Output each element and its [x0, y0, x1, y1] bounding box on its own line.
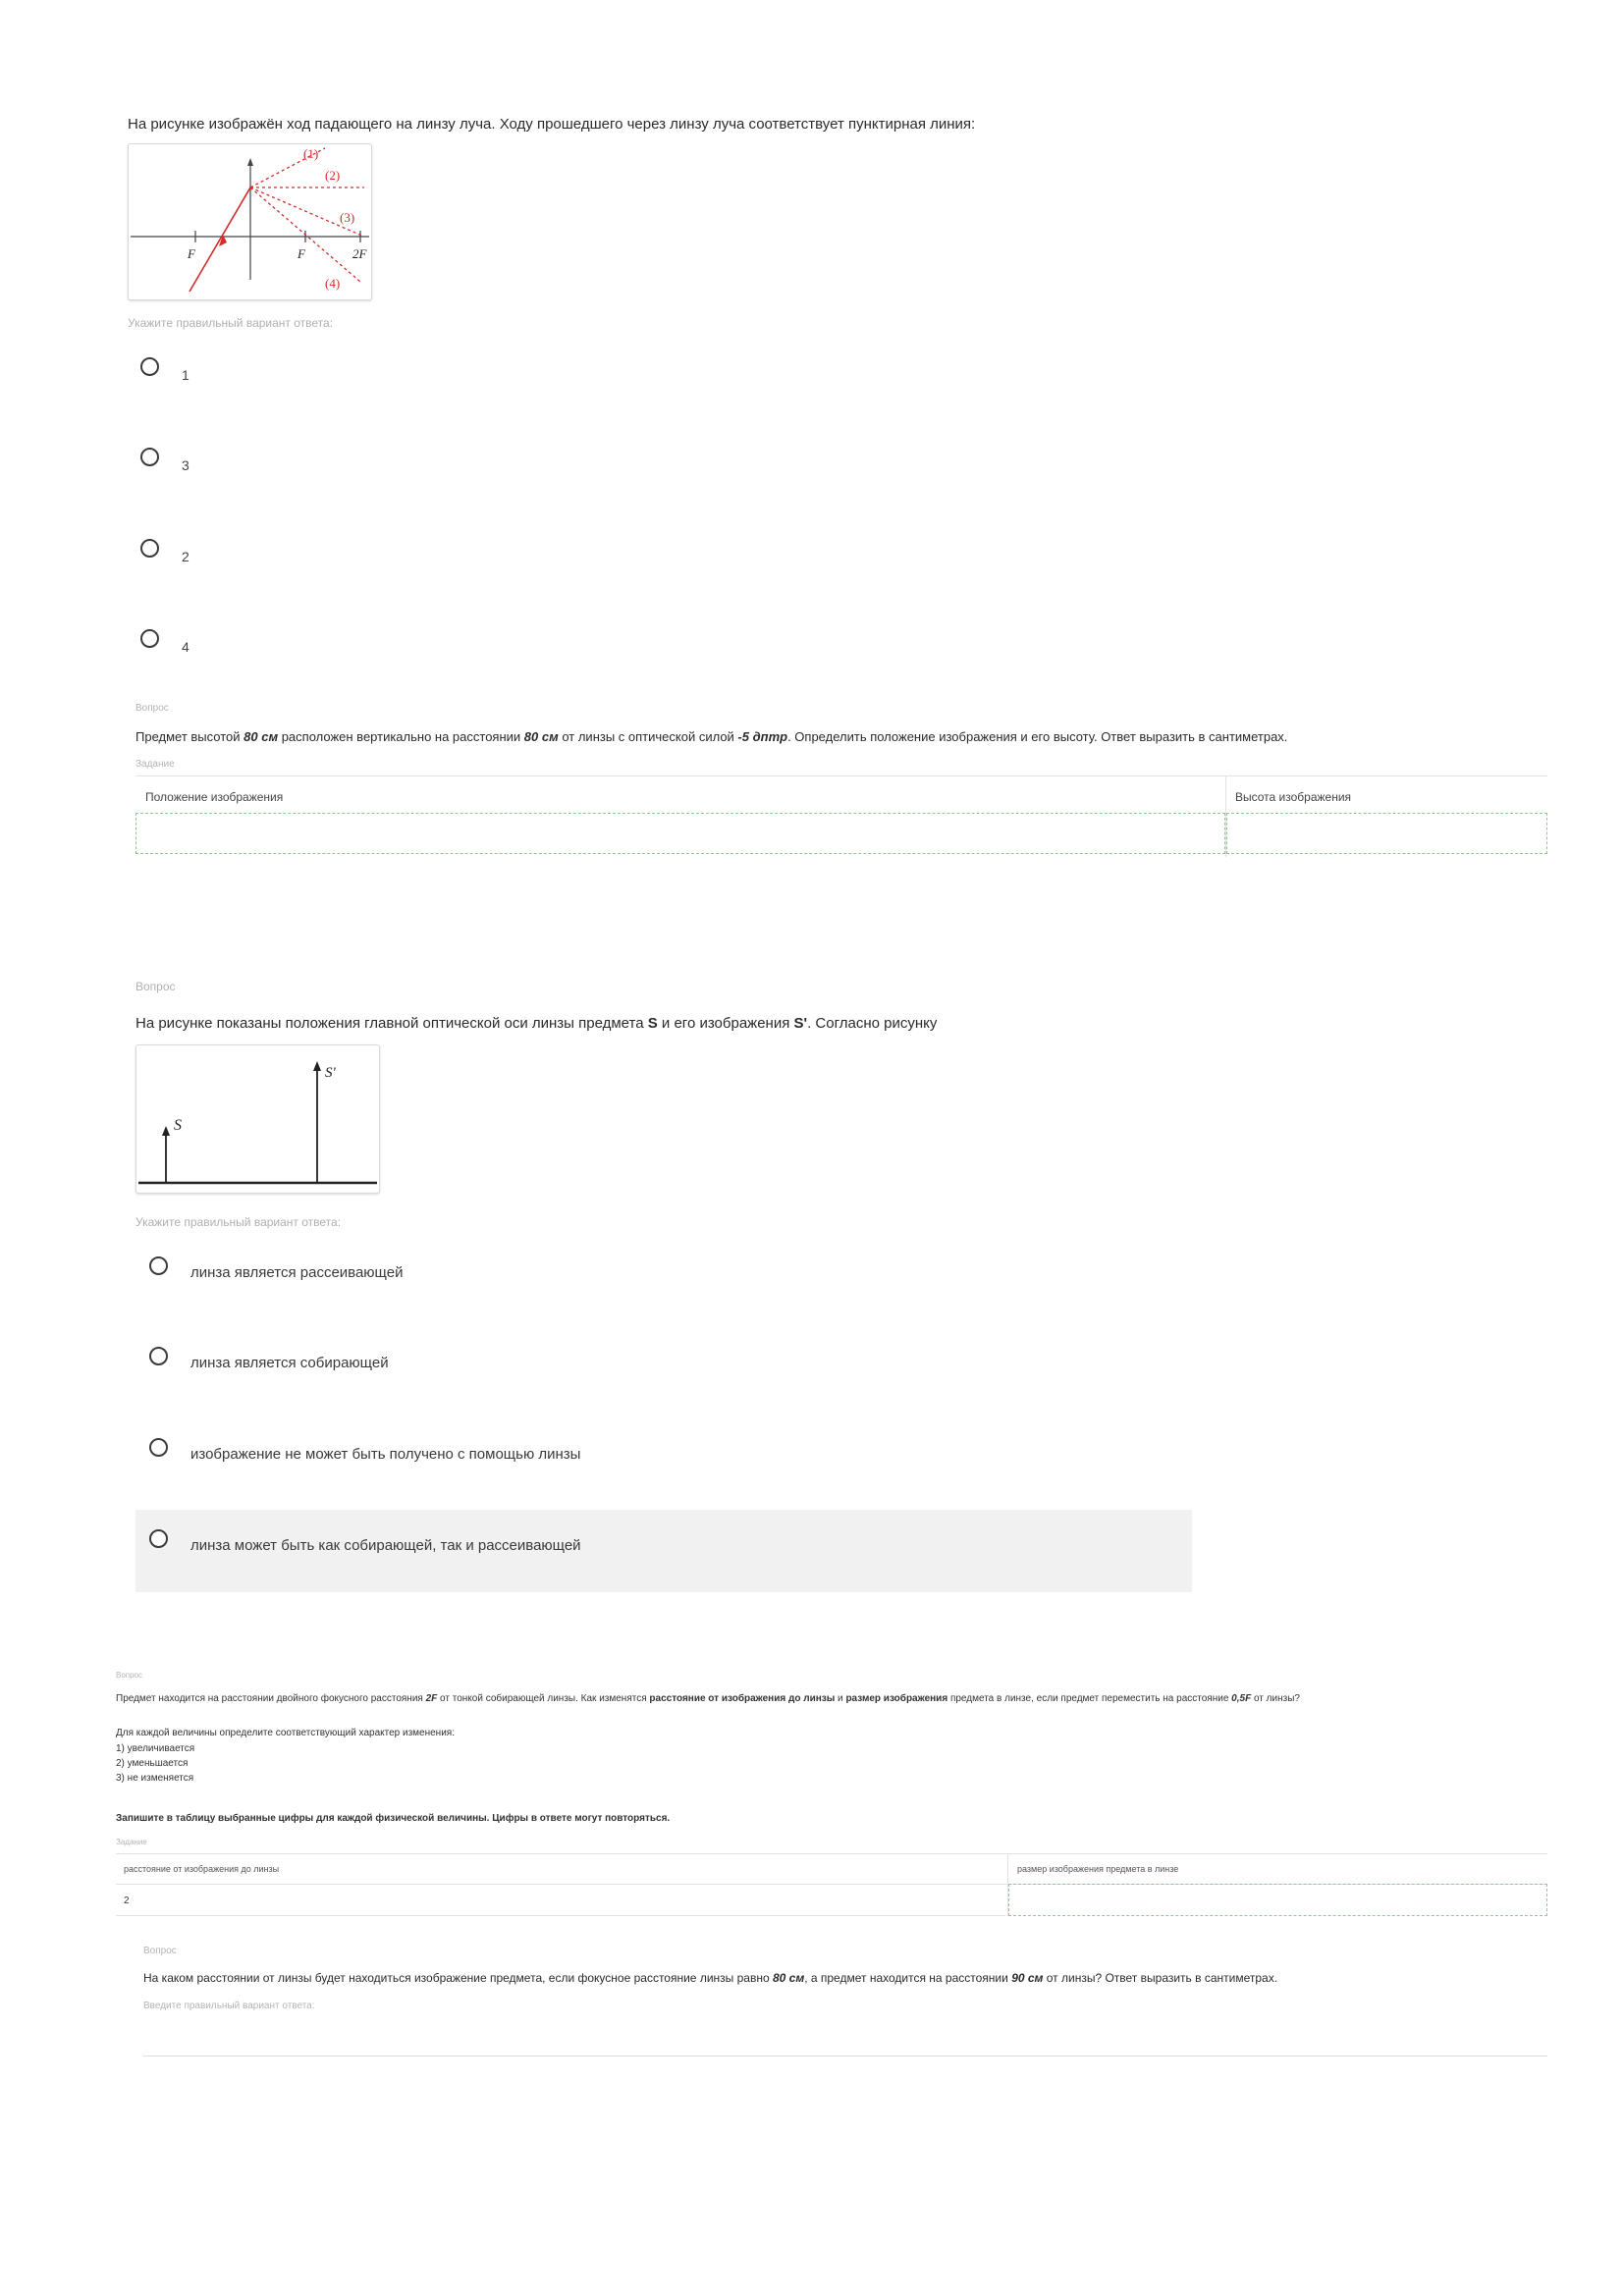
radio-button[interactable] [149, 1438, 168, 1457]
column-height: Высота изображения [1235, 790, 1352, 804]
q4-instruction: Для каждой величины определите соответствующий характер изменения: [116, 1728, 455, 1738]
q2-task-label: Задание [135, 759, 175, 770]
option-label: линза является собирающей [190, 1355, 389, 1371]
radio-button[interactable] [149, 1256, 168, 1275]
q4-task-label: Задание [116, 1838, 147, 1846]
q5-question: На каком расстоянии от линзы будет находиться изображение предмета, если фокусное расстояние линзы равно 80 см, а предмет находится на расстоянии 90 см от линзы? Ответ выразить в сантиметрах. [143, 1971, 1278, 1985]
radio-button[interactable] [140, 629, 159, 648]
q2-answer-table [135, 775, 1547, 856]
q4-choice-1: 1) увеличивается [116, 1743, 195, 1754]
radio-button[interactable] [140, 539, 159, 558]
table-header-row [116, 1853, 1547, 1885]
q5-caption: Вопрос [143, 1946, 177, 1956]
q3-caption: Вопрос [135, 980, 176, 993]
label-f-left: F [188, 246, 195, 261]
option-label: 2 [182, 549, 189, 564]
q4-choice-2: 2) уменьшается [116, 1758, 189, 1769]
q2-question: Предмет высотой 80 см расположен вертикально на расстоянии 80 см от линзы с оптической силой -5 дптр. Определить положение изображения и его высоту. Ответ выразить в сантиметрах. [135, 729, 1288, 744]
q4-caption: Вопрос [116, 1671, 143, 1680]
distance-input-cell[interactable] [116, 1884, 1005, 1916]
q3-figure [135, 1044, 380, 1194]
q1-question: На рисунке изображён ход падающего на линзу луча. Ходу прошедшего через линзу луча соответствует пунктирная линия: [128, 116, 976, 133]
option-label: 4 [182, 639, 189, 655]
label-s-prime: S' [325, 1065, 336, 1081]
q4-question: Предмет находится на расстоянии двойного фокусного расстояния 2F от тонкой собирающей линзы. Как изменятся расстояние от изображения до линзы и размер изображения предмета в линзе, если предмет переместить на расстояние 0,5F от линзы? [116, 1693, 1300, 1704]
q3-question: На рисунке показаны положения главной оптической оси линзы предмета S и его изображения S'. Согласно рисунку [135, 1015, 938, 1032]
option-label: 1 [182, 367, 189, 383]
object-image-diagram [136, 1045, 379, 1193]
q4-write-instruction: Запишите в таблицу выбранные цифры для каждой физической величины. Цифры в ответе могут повторяться. [116, 1813, 671, 1824]
radio-button[interactable] [140, 448, 159, 466]
label-s: S [174, 1117, 182, 1134]
label-3: (3) [340, 210, 355, 225]
q3-option-4[interactable] [135, 1510, 1192, 1592]
table-header-row [135, 775, 1547, 814]
q2-caption: Вопрос [135, 703, 169, 714]
q1-hint: Укажите правильный вариант ответа: [128, 316, 334, 330]
column-size: размер изображения предмета в линзе [1017, 1864, 1179, 1874]
q4-answer-table [116, 1853, 1547, 1918]
q1-figure [128, 143, 372, 300]
q5-hint: Введите правильный вариант ответа: [143, 2001, 315, 2011]
position-input-cell[interactable] [135, 813, 1225, 854]
q3-hint: Укажите правильный вариант ответа: [135, 1215, 342, 1229]
q5-answer-input[interactable] [143, 2018, 1547, 2056]
column-distance: расстояние от изображения до линзы [124, 1864, 280, 1874]
option-label: линза может быть как собирающей, так и рассеивающей [190, 1537, 581, 1554]
label-1: (1) [303, 146, 319, 161]
label-4: (4) [325, 276, 341, 291]
radio-button[interactable] [149, 1347, 168, 1365]
option-label: линза является рассеивающей [190, 1264, 404, 1281]
radio-button[interactable] [149, 1529, 168, 1548]
label-f-right: F [298, 246, 305, 261]
option-label: 3 [182, 457, 189, 473]
height-input-cell[interactable] [1226, 813, 1547, 854]
distance-answer-value: 2 [124, 1896, 130, 1906]
label-2f: 2F [352, 246, 367, 261]
radio-button[interactable] [140, 357, 159, 376]
column-position: Положение изображения [145, 790, 284, 804]
option-label: изображение не может быть получено с помощью линзы [190, 1446, 581, 1463]
size-input-cell[interactable] [1008, 1884, 1547, 1916]
label-2: (2) [325, 168, 341, 183]
q4-choice-3: 3) не изменяется [116, 1773, 194, 1784]
lens-ray-diagram [129, 144, 371, 299]
